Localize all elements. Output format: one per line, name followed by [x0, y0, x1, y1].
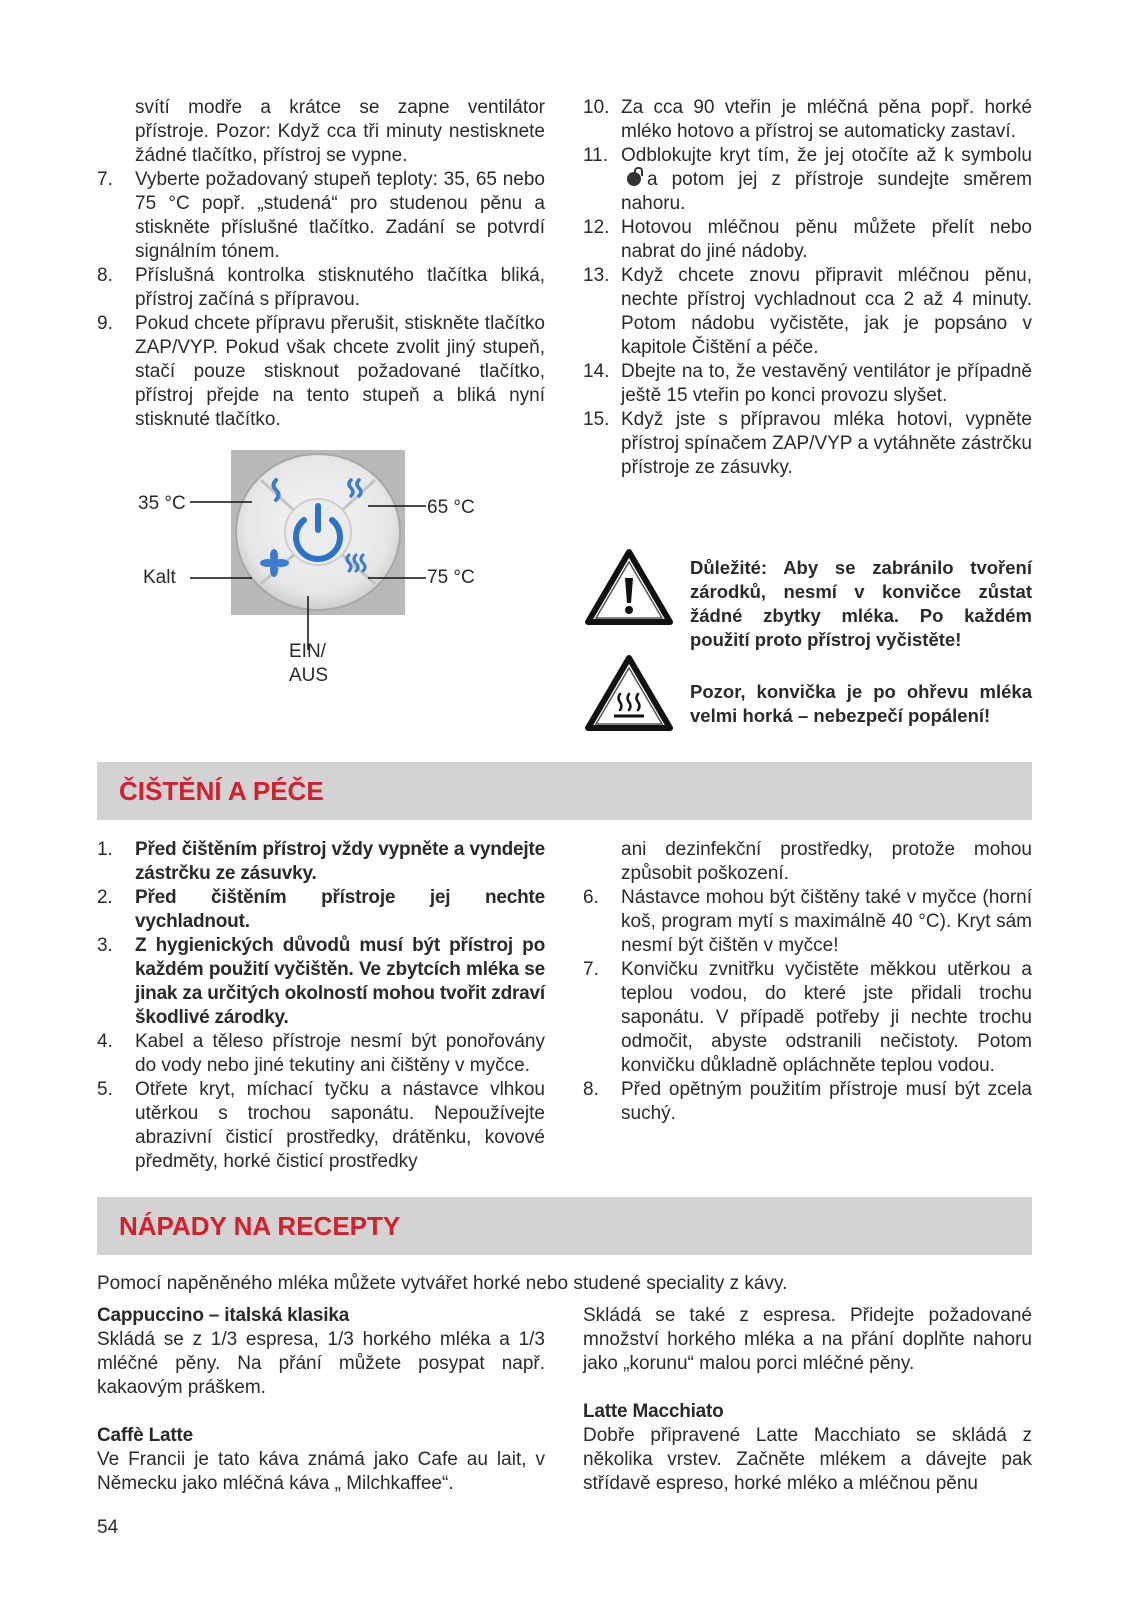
page-number: 54 — [97, 1517, 119, 1538]
label-35: 35 °C — [138, 493, 186, 514]
list-item: 10. Za cca 90 vteřin je mléčná pěna popř. horké mléko hotovo a přístroj se automaticky zastaví. — [583, 97, 1032, 142]
top-left-column — [97, 96, 545, 432]
list-item: 8. Před opětným použitím přístroje musí být zcela suchý. — [583, 1079, 1032, 1124]
recipes-left-column — [97, 1304, 545, 1496]
list-item: 4. Kabel a těleso přístroje nesmí být ponořovány do vody nebo jiné tekutiny ani čištěny v myčce. — [97, 1031, 545, 1076]
list-item: 8. Příslušná kontrolka stisknutého tlačítka bliká, přístroj začíná s přípravou. — [97, 265, 545, 310]
list-item: 3. Z hygienických důvodů musí být přístroj po každém použití vyčištěn. Ve zbytcích mléka se jinak za určitých okolností mohou tvořit zdraví škodlivé zárodky. — [97, 935, 545, 1028]
label-ein: EIN/ — [289, 641, 326, 662]
continued-paragraph: svítí modře a krátce se zapne ventilátor přístroje. Pozor: Když cca tři minuty nestisknete žádné tlačítko, přístroj se vypne. — [135, 97, 545, 166]
warning-exclamation-icon — [584, 548, 674, 626]
list-item: 2. Před čištěním přístroje jej nechte vychladnout. — [97, 887, 545, 932]
list-item: 6. Nástavce mohou být čištěny také v myčce (horní koš, program mytí s maximálně 40 °C). Kryt sám nesmí být čištěn v myčce! — [583, 887, 1032, 956]
label-65: 65 °C — [427, 497, 475, 518]
label-kalt: Kalt — [143, 567, 176, 588]
recipe-title-cappuccino: Cappuccino – italská klasika — [97, 1305, 350, 1326]
list-item: 7. Vyberte požadovaný stupeň teploty: 35, 65 nebo 75 °C popř. „studená“ pro studenou pěnu a stiskněte příslušné tlačítko. Zadání se potvrdí signálním tónem. — [97, 169, 545, 262]
list-item: 7. Konvičku zvnitřku vyčistěte měkkou utěrkou a teplou vodou, do které jste přidali trochu saponátu. V případě potřeby ji nechte trochu odmočit, abyste odstranili nečistoty. Potom konvičku důkladně opláchněte teplou vodou. — [583, 959, 1032, 1076]
label-aus: AUS — [289, 665, 329, 686]
label-75: 75 °C — [427, 567, 475, 588]
continued-paragraph: ani dezinfekční prostředky, protože mohou způsobit poškození. — [621, 839, 1032, 884]
list-item: 1. Před čištěním přístroj vždy vypněte a vyndejte zástrčku ze zásuvky. — [97, 839, 545, 884]
cleaning-right-column — [583, 838, 1032, 1126]
callout-lines — [190, 480, 430, 650]
recipe-text-cappuccino: Skládá se z 1/3 espresa, 1/3 horkého mléka a 1/3 mléčné pěny. Na přání můžete posypat např. kakaovým práškem. — [97, 1329, 545, 1398]
cleaning-left-column — [97, 838, 545, 1174]
list-item: 15. Když jste s přípravou mléka hotovi, vypněte přístroj spínačem ZAP/VYP a vytáhněte zástrčku přístroje ze zásuvky. — [583, 409, 1032, 478]
continued-paragraph: Skládá se také z espresa. Přidejte požadované množství horkého mléka a na přání doplňte nahoru jako „korunu“ malou porci mléčné pěny. — [583, 1305, 1032, 1374]
recipe-title-caffe-latte: Caffè Latte — [97, 1425, 193, 1446]
recipe-title-latte-macchiato: Latte Macchiato — [583, 1401, 724, 1422]
warning-important-text: Důležité: Aby se zabránilo tvoření zárodků, nesmí v konvičce zůstat žádné zbytky mléka. Po každém použití proto přístroj vyčistěte! — [690, 557, 1032, 650]
recipe-text-latte-macchiato: Dobře připravené Latte Macchiato se skládá z několika vrstev. Začněte mlékem a dávejte pak střídavě espreso, horké mléko a mléčnou pěnu — [583, 1425, 1032, 1494]
recipe-text-caffe-latte: Ve Francii je tato káva známá jako Cafe au lait, v Německu jako mléčná káva „ Milchkaffee“. — [97, 1449, 545, 1494]
warning-hot-text: Pozor, konvička je po ohřevu mléka velmi horká – nebezpečí popálení! — [690, 681, 1032, 726]
section-title: ČIŠTĚNÍ A PÉČE — [119, 776, 324, 806]
list-item: 14. Dbejte na to, že vestavěný ventilátor je případně ještě 15 vteřin po konci provozu slyšet. — [583, 361, 1032, 406]
list-item: 11. Odblokujte kryt tím, že jej otočíte až k symbolua potom jej z přístroje sundejte směrem nahoru. — [583, 145, 1032, 214]
unlock-symbol-icon — [627, 172, 641, 186]
list-item: 13. Když chcete znovu připravit mléčnou pěnu, nechte přístroj vychladnout cca 2 až 4 minuty. Potom nádobu vyčistěte, jak je popsáno v kapitole Čištění a péče. — [583, 265, 1032, 358]
top-right-column — [583, 96, 1032, 480]
list-item: 9. Pokud chcete přípravu přerušit, stiskněte tlačítko ZAP/VYP. Pokud však chcete zvolit jiný stupeň, stačí pouze stisknout požadované tlačítko, přístroj přejde na tento stupeň a bliká nyní stisknuté tlačítko. — [97, 313, 545, 430]
section-title: NÁPADY NA RECEPTY — [119, 1211, 401, 1241]
hot-surface-warning-icon — [584, 654, 674, 732]
list-item: 12. Hotovou mléčnou pěnu můžete přelít nebo nabrat do jiné nádoby. — [583, 217, 1032, 262]
list-item: 5. Otřete kryt, míchací tyčku a nástavce vlhkou utěrkou s trochou saponátu. Nepoužívejte abrazivní čisticí prostředky, drátěnku, kovové předměty, horké čisticí prostředky — [97, 1079, 545, 1172]
recipes-right-column — [583, 1304, 1032, 1496]
section-header-recipes — [97, 1197, 1032, 1255]
section-header-cleaning — [97, 762, 1032, 820]
recipes-intro: Pomocí napěněného mléka můžete vytvářet horké nebo studené speciality z kávy. — [97, 1273, 788, 1294]
